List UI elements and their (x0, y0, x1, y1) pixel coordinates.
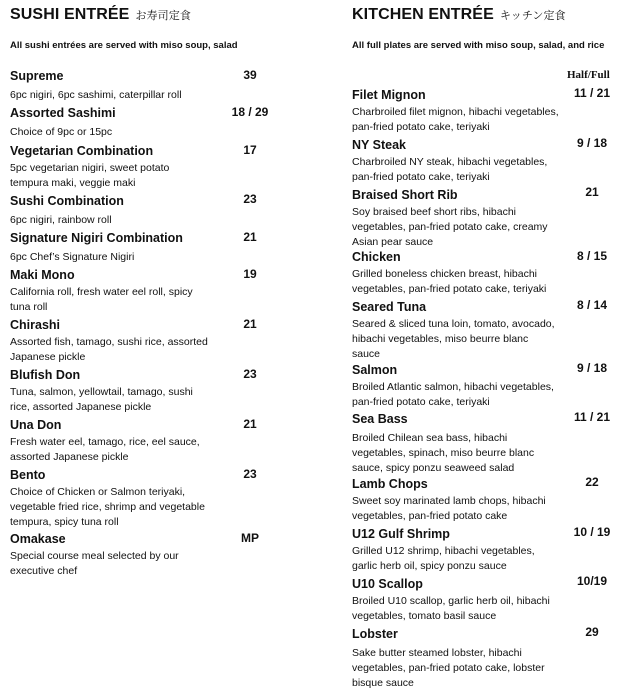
item-price: 21 (243, 230, 257, 244)
item-name: Maki Mono (10, 268, 75, 282)
menu-item-sushi-combination (10, 194, 275, 228)
menu-item-lamb-chops (352, 477, 567, 524)
item-description: Broiled U10 scallop, garlic herb oil, hibachi vegetables, tomato basil sauce (352, 595, 550, 622)
item-price: 23 (243, 467, 257, 481)
item-price: 8 / 14 (576, 298, 608, 312)
item-price: MP (241, 531, 259, 545)
item-description: Sweet soy marinated lamb chops, hibachi vegetables, pan-fried potato cake (352, 495, 546, 522)
item-description: Grilled boneless chicken breast, hibachi vegetables, pan-fried potato cake, teriyaki (352, 268, 547, 295)
menu-item-una-don (10, 418, 215, 465)
item-name: Bento (10, 468, 46, 482)
sushi-section-note: All sushi entrées are served with miso soup, salad (10, 40, 238, 51)
item-name: Una Don (10, 418, 62, 432)
item-price: 9 / 18 (576, 361, 608, 375)
item-price: 18 / 29 (231, 105, 269, 119)
kitchen-title-text: KITCHEN ENTRÉE (352, 6, 494, 23)
item-description: Charbroiled filet mignon, hibachi vegetables, pan-fried potato cake, teriyaki (352, 106, 559, 133)
item-price: 39 (243, 68, 257, 82)
item-name: U12 Gulf Shrimp (352, 527, 450, 541)
item-price: 8 / 15 (576, 249, 608, 263)
sushi-section-title (10, 6, 191, 24)
price-column-header: Half/Full (567, 69, 610, 81)
item-name: Blufish Don (10, 368, 81, 382)
item-name: Vegetarian Combination (10, 144, 154, 158)
item-price: 10/19 (576, 574, 608, 588)
item-description: 6pc nigiri, rainbow roll (10, 214, 112, 226)
item-price: 21 (585, 185, 599, 199)
item-name: Filet Mignon (352, 88, 426, 102)
item-price: 19 (243, 267, 257, 281)
menu-item-blufish-don (10, 368, 210, 415)
item-description: California roll, fresh water eel roll, spicy tuna roll (10, 286, 193, 313)
item-name: Supreme (10, 69, 64, 83)
item-name: Salmon (352, 363, 398, 377)
item-price: 22 (585, 475, 599, 489)
menu-item-u10-scallop (352, 577, 577, 624)
item-name: Braised Short Rib (352, 188, 458, 202)
item-name: Chirashi (10, 318, 61, 332)
menu-item-signature-nigiri-combination (10, 231, 275, 265)
item-name: Sea Bass (352, 412, 408, 426)
item-description: Tuna, salmon, yellowtail, tamago, sushi rice, assorted Japanese pickle (10, 386, 193, 413)
item-name: Seared Tuna (352, 300, 427, 314)
menu-item-chirashi (10, 318, 225, 365)
menu-item-ny-steak (352, 138, 557, 185)
item-description: Broiled Atlantic salmon, hibachi vegetables, pan-fried potato cake, teriyaki (352, 381, 554, 408)
sushi-title-japanese: お寿司定食 (135, 9, 191, 22)
item-price: 10 / 19 (573, 525, 611, 539)
item-description: Fresh water eel, tamago, rice, eel sauce, assorted Japanese pickle (10, 436, 200, 463)
menu-item-salmon (352, 363, 567, 410)
sushi-title-text: SUSHI ENTRÉE (10, 6, 130, 23)
menu-item-bento (10, 468, 225, 530)
item-name: Lamb Chops (352, 477, 428, 491)
item-price: 11 / 21 (573, 86, 611, 100)
menu-item-filet-mignon (352, 88, 567, 135)
item-price: 17 (243, 143, 257, 157)
item-description: Sake butter steamed lobster, hibachi vegetables, pan-fried potato cake, lobster bisque sauce (352, 647, 545, 689)
item-price: 23 (243, 192, 257, 206)
item-name: U10 Scallop (352, 577, 423, 591)
item-description: 6pc nigiri, 6pc sashimi, caterpillar roll (10, 89, 182, 101)
item-name: Omakase (10, 532, 66, 546)
item-name: Signature Nigiri Combination (10, 231, 183, 245)
kitchen-section-title (352, 6, 566, 24)
item-name: Sushi Combination (10, 194, 124, 208)
menu-item-vegetarian-combination (10, 144, 210, 191)
menu-item-sea-bass (352, 412, 552, 476)
item-description: Special course meal selected by our executive chef (10, 550, 179, 577)
item-description: Choice of Chicken or Salmon teriyaki, vegetable fried rice, shrimp and vegetable tempura, spicy tuna roll (10, 486, 205, 528)
item-description: Grilled U12 shrimp, hibachi vegetables, garlic herb oil, spicy ponzu sauce (352, 545, 535, 572)
item-description: Seared & sliced tuna loin, tomato, avocado, hibachi vegetables, miso beurre blanc sauce (352, 318, 555, 360)
item-description: Assorted fish, tamago, sushi rice, assorted Japanese pickle (10, 336, 208, 363)
item-name: Chicken (352, 250, 401, 264)
item-description: Soy braised beef short ribs, hibachi vegetables, pan-fried potato cake, creamy Asian pear sauce (352, 206, 548, 248)
kitchen-title-japanese: キッチン定食 (499, 9, 566, 22)
menu-item-maki-mono (10, 268, 215, 315)
item-description: Charbroiled NY steak, hibachi vegetables, pan-fried potato cake, teriyaki (352, 156, 548, 183)
item-price: 21 (243, 417, 257, 431)
item-name: Assorted Sashimi (10, 106, 116, 120)
item-price: 23 (243, 367, 257, 381)
menu-item-supreme (10, 69, 275, 103)
item-description: 6pc Chef’s Signature Nigiri (10, 251, 135, 263)
menu-item-braised-short-rib (352, 188, 567, 250)
item-name: Lobster (352, 627, 398, 641)
menu-item-seared-tuna (352, 300, 557, 362)
item-price: 11 / 21 (573, 410, 611, 424)
item-description: Choice of 9pc or 15pc (10, 126, 113, 138)
item-price: 29 (585, 625, 599, 639)
item-name: NY Steak (352, 138, 406, 152)
menu-item-u12-gulf-shrimp (352, 527, 552, 574)
kitchen-section-note: All full plates are served with miso soup, salad, and rice (352, 40, 605, 51)
item-description: 5pc vegetarian nigiri, sweet potato tempura maki, veggie maki (10, 162, 170, 189)
menu-item-lobster (352, 627, 562, 691)
item-price: 21 (243, 317, 257, 331)
menu-item-omakase (10, 532, 195, 579)
item-description: Broiled Chilean sea bass, hibachi vegetables, spinach, miso beurre blanc sauce, spicy ponzu seaweed salad (352, 432, 535, 474)
item-price: 9 / 18 (576, 136, 608, 150)
menu-item-chicken (352, 250, 567, 297)
